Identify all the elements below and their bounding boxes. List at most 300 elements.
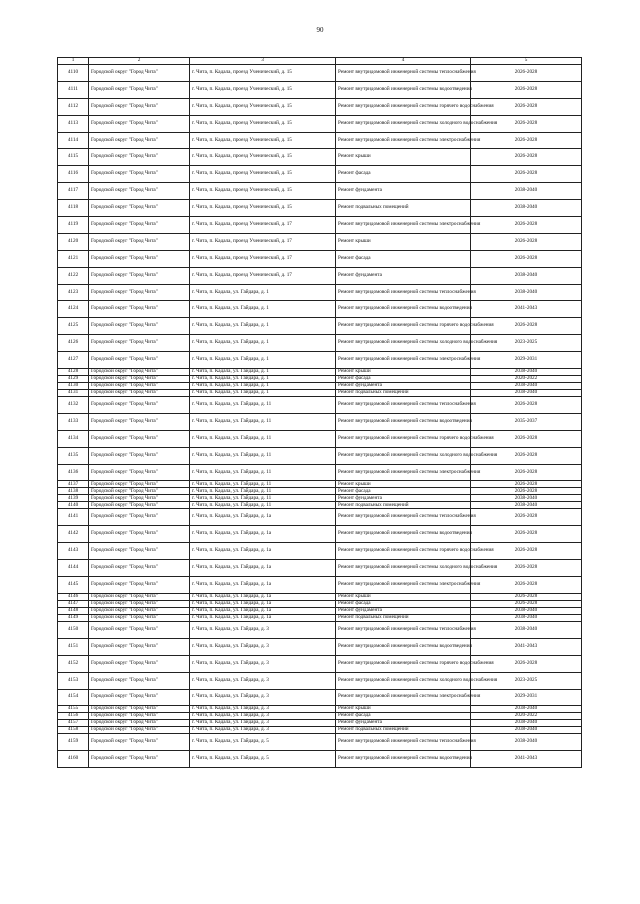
table-row — [58, 352, 582, 369]
municipality-cell: Городской округ "Город Чита" — [89, 727, 190, 734]
work-type-cell: Ремонт внутридомовой инженерной системы холодного водоснабжения — [336, 447, 471, 464]
period-cell: 2038-2040 — [471, 614, 582, 621]
period-cell: 2026-2028 — [471, 98, 582, 115]
row-number: 4154 — [58, 689, 89, 706]
period-cell: 2026-2028 — [471, 577, 582, 594]
municipality-cell: Городской округ "Город Чита" — [89, 369, 190, 376]
header-cell: 3 — [190, 58, 336, 65]
municipality-cell: Городской округ "Город Чита" — [89, 689, 190, 706]
municipality-cell: Городской округ "Город Чита" — [89, 149, 190, 166]
table-row — [58, 689, 582, 706]
address-cell: г. Чита, п. Кадала, ул. Гайдара, д. 1а — [190, 543, 336, 560]
row-number: 4118 — [58, 200, 89, 217]
municipality-cell: Городской округ "Город Чита" — [89, 464, 190, 481]
row-number: 4112 — [58, 98, 89, 115]
period-cell: 2026-2028 — [471, 600, 582, 607]
municipality-cell: Городской округ "Город Чита" — [89, 600, 190, 607]
address-cell: г. Чита, п. Кадала, ул. Гайдара, д. 1а — [190, 593, 336, 600]
table-row — [58, 413, 582, 430]
row-number: 4151 — [58, 638, 89, 655]
work-type-cell: Ремонт подвальных помещений — [336, 200, 471, 217]
municipality-cell: Городской округ "Город Чита" — [89, 751, 190, 768]
period-cell: 2038-2040 — [471, 502, 582, 509]
municipality-cell: Городской округ "Город Чита" — [89, 267, 190, 284]
table-row — [58, 543, 582, 560]
row-number: 4158 — [58, 727, 89, 734]
period-cell: 2038-2040 — [471, 734, 582, 751]
table-row — [58, 488, 582, 495]
table-row — [58, 621, 582, 638]
address-cell: г. Чита, п. Кадала, проезд Ученический, д. 15 — [190, 115, 336, 132]
period-cell: 2026-2028 — [471, 447, 582, 464]
work-type-cell: Ремонт внутридомовой инженерной системы электроснабжения — [336, 132, 471, 149]
work-type-cell: Ремонт фасада — [336, 488, 471, 495]
work-type-cell: Ремонт внутридомовой инженерной системы горячего водоснабжения — [336, 430, 471, 447]
period-cell: 2038-2040 — [471, 267, 582, 284]
period-cell: 2038-2040 — [471, 495, 582, 502]
address-cell: г. Чита, п. Кадала, ул. Гайдара, д. 11 — [190, 481, 336, 488]
table-row — [58, 751, 582, 768]
municipality-cell: Городской округ "Город Чита" — [89, 481, 190, 488]
period-cell: 2038-2040 — [471, 621, 582, 638]
row-number: 4122 — [58, 267, 89, 284]
address-cell: г. Чита, п. Кадала, проезд Ученический, д. 17 — [190, 217, 336, 234]
header-cell: 4 — [336, 58, 471, 65]
municipality-cell: Городской округ "Город Чита" — [89, 352, 190, 369]
work-type-cell: Ремонт внутридомовой инженерной системы электроснабжения — [336, 577, 471, 594]
row-number: 4139 — [58, 495, 89, 502]
period-cell: 2026-2028 — [471, 464, 582, 481]
work-type-cell: Ремонт внутридомовой инженерной системы электроснабжения — [336, 352, 471, 369]
address-cell: г. Чита, п. Кадала, ул. Гайдара, д. 1 — [190, 335, 336, 352]
address-cell: г. Чита, п. Кадала, ул. Гайдара, д. 1 — [190, 390, 336, 397]
municipality-cell: Городской округ "Город Чита" — [89, 488, 190, 495]
row-number: 4148 — [58, 607, 89, 614]
work-type-cell: Ремонт крыши — [336, 369, 471, 376]
table-row — [58, 250, 582, 267]
address-cell: г. Чита, п. Кадала, ул. Гайдара, д. 11 — [190, 488, 336, 495]
period-cell: 2038-2040 — [471, 607, 582, 614]
work-type-cell: Ремонт фасада — [336, 166, 471, 183]
period-cell: 2026-2028 — [471, 488, 582, 495]
work-type-cell: Ремонт внутридомовой инженерной системы горячего водоснабжения — [336, 543, 471, 560]
table-body — [58, 58, 582, 768]
municipality-cell: Городской округ "Город Чита" — [89, 335, 190, 352]
row-number: 4143 — [58, 543, 89, 560]
period-cell: 2026-2028 — [471, 132, 582, 149]
period-cell: 2026-2028 — [471, 65, 582, 82]
row-number: 4120 — [58, 233, 89, 250]
header-cell: 5 — [471, 58, 582, 65]
municipality-cell: Городской округ "Город Чита" — [89, 250, 190, 267]
work-type-cell: Ремонт фасада — [336, 376, 471, 383]
address-cell: г. Чита, п. Кадала, проезд Ученический, д. 15 — [190, 183, 336, 200]
municipality-cell: Городской округ "Город Чита" — [89, 447, 190, 464]
address-cell: г. Чита, п. Кадала, ул. Гайдара, д. 11 — [190, 430, 336, 447]
address-cell: г. Чита, п. Кадала, проезд Ученический, д. 15 — [190, 132, 336, 149]
period-cell: 2038-2040 — [471, 390, 582, 397]
municipality-cell: Городской округ "Город Чита" — [89, 376, 190, 383]
period-cell: 2041-2043 — [471, 638, 582, 655]
work-type-cell: Ремонт крыши — [336, 593, 471, 600]
period-cell: 2026-2028 — [471, 481, 582, 488]
address-cell: г. Чита, п. Кадала, ул. Гайдара, д. 11 — [190, 413, 336, 430]
row-number: 4117 — [58, 183, 89, 200]
period-cell: 2026-2028 — [471, 593, 582, 600]
row-number: 4111 — [58, 81, 89, 98]
period-cell: 2026-2028 — [471, 526, 582, 543]
address-cell: г. Чита, п. Кадала, ул. Гайдара, д. 5 — [190, 734, 336, 751]
row-number: 4110 — [58, 65, 89, 82]
period-cell: 2026-2028 — [471, 250, 582, 267]
period-cell: 2026-2028 — [471, 560, 582, 577]
table-row — [58, 233, 582, 250]
table-row — [58, 481, 582, 488]
work-type-cell: Ремонт внутридомовой инженерной системы водоотведения — [336, 81, 471, 98]
table-row — [58, 638, 582, 655]
work-type-cell: Ремонт внутридомовой инженерной системы холодного водоснабжения — [336, 560, 471, 577]
work-type-cell: Ремонт крыши — [336, 233, 471, 250]
table-row — [58, 166, 582, 183]
municipality-cell: Городской округ "Город Чита" — [89, 502, 190, 509]
municipality-cell: Городской округ "Город Чита" — [89, 593, 190, 600]
municipality-cell: Городской округ "Город Чита" — [89, 509, 190, 526]
work-type-cell: Ремонт внутридомовой инженерной системы электроснабжения — [336, 689, 471, 706]
table-row — [58, 577, 582, 594]
municipality-cell: Городской округ "Город Чита" — [89, 560, 190, 577]
period-cell: 2026-2028 — [471, 430, 582, 447]
row-number: 4116 — [58, 166, 89, 183]
period-cell: 2026-2028 — [471, 149, 582, 166]
address-cell: г. Чита, п. Кадала, проезд Ученический, д. 17 — [190, 250, 336, 267]
row-number: 4129 — [58, 376, 89, 383]
address-cell: г. Чита, п. Кадала, ул. Гайдара, д. 1а — [190, 560, 336, 577]
row-number: 4132 — [58, 397, 89, 414]
address-cell: г. Чита, п. Кадала, ул. Гайдара, д. 3 — [190, 713, 336, 720]
row-number: 4127 — [58, 352, 89, 369]
row-number: 4128 — [58, 369, 89, 376]
municipality-cell: Городской округ "Город Чита" — [89, 200, 190, 217]
work-type-cell: Ремонт фасада — [336, 250, 471, 267]
row-number: 4131 — [58, 390, 89, 397]
address-cell: г. Чита, п. Кадала, ул. Гайдара, д. 11 — [190, 502, 336, 509]
address-cell: г. Чита, п. Кадала, проезд Ученический, д. 15 — [190, 65, 336, 82]
municipality-cell: Городской округ "Город Чита" — [89, 430, 190, 447]
municipality-cell: Городской округ "Город Чита" — [89, 115, 190, 132]
row-number: 4155 — [58, 706, 89, 713]
address-cell: г. Чита, п. Кадала, ул. Гайдара, д. 11 — [190, 495, 336, 502]
table-row — [58, 390, 582, 397]
municipality-cell: Городской округ "Город Чита" — [89, 81, 190, 98]
work-type-cell: Ремонт внутридомовой инженерной системы теплоснабжения — [336, 509, 471, 526]
address-cell: г. Чита, п. Кадала, ул. Гайдара, д. 3 — [190, 638, 336, 655]
table-row — [58, 132, 582, 149]
address-cell: г. Чита, п. Кадала, ул. Гайдара, д. 1а — [190, 577, 336, 594]
municipality-cell: Городской округ "Город Чита" — [89, 621, 190, 638]
work-type-cell: Ремонт внутридомовой инженерной системы водоотведения — [336, 751, 471, 768]
address-cell: г. Чита, п. Кадала, ул. Гайдара, д. 1 — [190, 376, 336, 383]
municipality-cell: Городской округ "Город Чита" — [89, 383, 190, 390]
period-cell: 2020-2022 — [471, 376, 582, 383]
work-type-cell: Ремонт фундамента — [336, 607, 471, 614]
table-row — [58, 65, 582, 82]
period-cell: 2026-2028 — [471, 509, 582, 526]
table-row — [58, 318, 582, 335]
address-cell: г. Чита, п. Кадала, проезд Ученический, д. 17 — [190, 233, 336, 250]
municipality-cell: Городской округ "Город Чита" — [89, 607, 190, 614]
municipality-cell: Городской округ "Город Чита" — [89, 397, 190, 414]
row-number: 4114 — [58, 132, 89, 149]
municipality-cell: Городской округ "Город Чита" — [89, 183, 190, 200]
period-cell: 2026-2028 — [471, 166, 582, 183]
table-row — [58, 115, 582, 132]
period-cell: 2029-2031 — [471, 689, 582, 706]
row-number: 4137 — [58, 481, 89, 488]
period-cell: 2026-2028 — [471, 655, 582, 672]
municipality-cell: Городской округ "Город Чита" — [89, 166, 190, 183]
period-cell: 2041-2043 — [471, 751, 582, 768]
municipality-cell: Городской округ "Город Чита" — [89, 706, 190, 713]
row-number: 4160 — [58, 751, 89, 768]
address-cell: г. Чита, п. Кадала, ул. Гайдара, д. 1 — [190, 284, 336, 301]
address-cell: г. Чита, п. Кадала, проезд Ученический, д. 15 — [190, 200, 336, 217]
municipality-cell: Городской округ "Город Чита" — [89, 284, 190, 301]
table-row — [58, 464, 582, 481]
row-number: 4113 — [58, 115, 89, 132]
row-number: 4135 — [58, 447, 89, 464]
address-cell: г. Чита, п. Кадала, ул. Гайдара, д. 11 — [190, 397, 336, 414]
table-row — [58, 502, 582, 509]
work-type-cell: Ремонт фасада — [336, 713, 471, 720]
row-number: 4124 — [58, 301, 89, 318]
period-cell: 2026-2028 — [471, 543, 582, 560]
period-cell: 2023-2025 — [471, 672, 582, 689]
row-number: 4152 — [58, 655, 89, 672]
row-number: 4144 — [58, 560, 89, 577]
table-row — [58, 495, 582, 502]
period-cell: 2038-2040 — [471, 706, 582, 713]
table-row — [58, 98, 582, 115]
address-cell: г. Чита, п. Кадала, ул. Гайдара, д. 3 — [190, 727, 336, 734]
address-cell: г. Чита, п. Кадала, ул. Гайдара, д. 3 — [190, 621, 336, 638]
work-type-cell: Ремонт внутридомовой инженерной системы горячего водоснабжения — [336, 98, 471, 115]
table-row — [58, 301, 582, 318]
work-type-cell: Ремонт подвальных помещений — [336, 614, 471, 621]
period-cell: 2029-2031 — [471, 352, 582, 369]
municipality-cell: Городской округ "Город Чита" — [89, 734, 190, 751]
work-type-cell: Ремонт внутридомовой инженерной системы холодного водоснабжения — [336, 115, 471, 132]
address-cell: г. Чита, п. Кадала, ул. Гайдара, д. 1а — [190, 600, 336, 607]
municipality-cell: Городской округ "Город Чита" — [89, 390, 190, 397]
row-number: 4133 — [58, 413, 89, 430]
municipality-cell: Городской округ "Город Чита" — [89, 526, 190, 543]
table-row — [58, 430, 582, 447]
table-row — [58, 200, 582, 217]
municipality-cell: Городской округ "Город Чита" — [89, 132, 190, 149]
table-row — [58, 509, 582, 526]
municipality-cell: Городской округ "Город Чита" — [89, 98, 190, 115]
row-number: 4149 — [58, 614, 89, 621]
row-number: 4123 — [58, 284, 89, 301]
work-type-cell: Ремонт внутридомовой инженерной системы горячего водоснабжения — [336, 318, 471, 335]
municipality-cell: Городской округ "Город Чита" — [89, 577, 190, 594]
work-type-cell: Ремонт подвальных помещений — [336, 727, 471, 734]
work-type-cell: Ремонт крыши — [336, 481, 471, 488]
row-number: 4141 — [58, 509, 89, 526]
municipality-cell: Городской округ "Город Чита" — [89, 638, 190, 655]
municipality-cell: Городской округ "Город Чита" — [89, 614, 190, 621]
row-number: 4125 — [58, 318, 89, 335]
work-type-cell: Ремонт внутридомовой инженерной системы электроснабжения — [336, 464, 471, 481]
address-cell: г. Чита, п. Кадала, ул. Гайдара, д. 3 — [190, 706, 336, 713]
work-type-cell: Ремонт внутридомовой инженерной системы водоотведения — [336, 413, 471, 430]
period-cell: 2035-2037 — [471, 413, 582, 430]
work-type-cell: Ремонт фундамента — [336, 267, 471, 284]
address-cell: г. Чита, п. Кадала, ул. Гайдара, д. 1а — [190, 614, 336, 621]
work-type-cell: Ремонт крыши — [336, 706, 471, 713]
municipality-cell: Городской округ "Город Чита" — [89, 217, 190, 234]
row-number: 4126 — [58, 335, 89, 352]
row-number: 4134 — [58, 430, 89, 447]
address-cell: г. Чита, п. Кадала, ул. Гайдара, д. 3 — [190, 689, 336, 706]
row-number: 4115 — [58, 149, 89, 166]
table-row — [58, 727, 582, 734]
table-row — [58, 81, 582, 98]
address-cell: г. Чита, п. Кадала, проезд Ученический, д. 15 — [190, 81, 336, 98]
period-cell: 2038-2040 — [471, 720, 582, 727]
work-type-cell: Ремонт фасада — [336, 600, 471, 607]
work-type-cell: Ремонт фундамента — [336, 183, 471, 200]
address-cell: г. Чита, п. Кадала, ул. Гайдара, д. 5 — [190, 751, 336, 768]
work-type-cell: Ремонт фундамента — [336, 495, 471, 502]
work-type-cell: Ремонт внутридомовой инженерной системы холодного водоснабжения — [336, 672, 471, 689]
address-cell: г. Чита, п. Кадала, ул. Гайдара, д. 1 — [190, 318, 336, 335]
period-cell: 2026-2028 — [471, 217, 582, 234]
work-type-cell: Ремонт внутридомовой инженерной системы горячего водоснабжения — [336, 655, 471, 672]
address-cell: г. Чита, п. Кадала, проезд Ученический, д. 15 — [190, 166, 336, 183]
work-type-cell: Ремонт внутридомовой инженерной системы теплоснабжения — [336, 284, 471, 301]
period-cell: 2038-2040 — [471, 727, 582, 734]
address-cell: г. Чита, п. Кадала, ул. Гайдара, д. 1а — [190, 509, 336, 526]
row-number: 4142 — [58, 526, 89, 543]
work-type-cell: Ремонт внутридомовой инженерной системы водоотведения — [336, 301, 471, 318]
period-cell: 2038-2040 — [471, 284, 582, 301]
address-cell: г. Чита, п. Кадала, ул. Гайдара, д. 1 — [190, 352, 336, 369]
row-number: 4119 — [58, 217, 89, 234]
municipality-cell: Городской округ "Город Чита" — [89, 543, 190, 560]
work-type-cell: Ремонт внутридомовой инженерной системы электроснабжения — [336, 217, 471, 234]
work-type-cell: Ремонт внутридомовой инженерной системы водоотведения — [336, 638, 471, 655]
period-cell: 2023-2025 — [471, 335, 582, 352]
address-cell: г. Чита, п. Кадала, проезд Ученический, д. 15 — [190, 149, 336, 166]
address-cell: г. Чита, п. Кадала, ул. Гайдара, д. 1 — [190, 301, 336, 318]
table-row — [58, 284, 582, 301]
row-number: 4150 — [58, 621, 89, 638]
address-cell: г. Чита, п. Кадала, ул. Гайдара, д. 11 — [190, 464, 336, 481]
table-row — [58, 526, 582, 543]
period-cell: 2041-2043 — [471, 301, 582, 318]
repair-schedule-table — [57, 57, 582, 768]
row-number: 4145 — [58, 577, 89, 594]
table-row — [58, 447, 582, 464]
address-cell: г. Чита, п. Кадала, ул. Гайдара, д. 1 — [190, 369, 336, 376]
row-number: 4153 — [58, 672, 89, 689]
work-type-cell: Ремонт внутридомовой инженерной системы холодного водоснабжения — [336, 335, 471, 352]
table-row — [58, 183, 582, 200]
table-row — [58, 560, 582, 577]
municipality-cell: Городской округ "Город Чита" — [89, 233, 190, 250]
row-number: 4156 — [58, 713, 89, 720]
table-row — [58, 672, 582, 689]
address-cell: г. Чита, п. Кадала, ул. Гайдара, д. 3 — [190, 655, 336, 672]
table-row — [58, 734, 582, 751]
address-cell: г. Чита, п. Кадала, ул. Гайдара, д. 3 — [190, 672, 336, 689]
row-number: 4136 — [58, 464, 89, 481]
row-number: 4157 — [58, 720, 89, 727]
address-cell: г. Чита, п. Кадала, ул. Гайдара, д. 3 — [190, 720, 336, 727]
address-cell: г. Чита, п. Кадала, проезд Ученический, д. 15 — [190, 98, 336, 115]
work-type-cell: Ремонт фундамента — [336, 383, 471, 390]
work-type-cell: Ремонт внутридомовой инженерной системы теплоснабжения — [336, 65, 471, 82]
row-number: 4159 — [58, 734, 89, 751]
period-cell: 2026-2028 — [471, 81, 582, 98]
work-type-cell: Ремонт подвальных помещений — [336, 502, 471, 509]
table-row — [58, 397, 582, 414]
row-number: 4130 — [58, 383, 89, 390]
period-cell: 2038-2040 — [471, 383, 582, 390]
work-type-cell: Ремонт внутридомовой инженерной системы теплоснабжения — [336, 397, 471, 414]
municipality-cell: Городской округ "Город Чита" — [89, 318, 190, 335]
period-cell: 2038-2040 — [471, 369, 582, 376]
header-cell: 2 — [89, 58, 190, 65]
work-type-cell: Ремонт внутридомовой инженерной системы теплоснабжения — [336, 734, 471, 751]
municipality-cell: Городской округ "Город Чита" — [89, 655, 190, 672]
table-row — [58, 149, 582, 166]
header-cell: 1 — [58, 58, 89, 65]
address-cell: г. Чита, п. Кадала, ул. Гайдара, д. 1а — [190, 607, 336, 614]
period-cell: 2038-2040 — [471, 183, 582, 200]
header-row — [58, 58, 582, 65]
table-row — [58, 267, 582, 284]
work-type-cell: Ремонт внутридомовой инженерной системы теплоснабжения — [336, 621, 471, 638]
page-number: 90 — [316, 26, 324, 34]
work-type-cell: Ремонт фундамента — [336, 720, 471, 727]
address-cell: г. Чита, п. Кадала, ул. Гайдара, д. 1 — [190, 383, 336, 390]
municipality-cell: Городской округ "Город Чита" — [89, 65, 190, 82]
table-row — [58, 217, 582, 234]
address-cell: г. Чита, п. Кадала, проезд Ученический, д. 17 — [190, 267, 336, 284]
period-cell: 2026-2028 — [471, 318, 582, 335]
address-cell: г. Чита, п. Кадала, ул. Гайдара, д. 1а — [190, 526, 336, 543]
period-cell: 2026-2028 — [471, 115, 582, 132]
table-row — [58, 655, 582, 672]
row-number: 4140 — [58, 502, 89, 509]
row-number: 4138 — [58, 488, 89, 495]
municipality-cell: Городской округ "Город Чита" — [89, 413, 190, 430]
row-number: 4146 — [58, 593, 89, 600]
municipality-cell: Городской округ "Город Чита" — [89, 301, 190, 318]
work-type-cell: Ремонт подвальных помещений — [336, 390, 471, 397]
municipality-cell: Городской округ "Город Чита" — [89, 495, 190, 502]
period-cell: 2026-2028 — [471, 397, 582, 414]
work-type-cell: Ремонт крыши — [336, 149, 471, 166]
municipality-cell: Городской округ "Город Чита" — [89, 720, 190, 727]
address-cell: г. Чита, п. Кадала, ул. Гайдара, д. 11 — [190, 447, 336, 464]
table-row — [58, 335, 582, 352]
period-cell: 2038-2040 — [471, 200, 582, 217]
municipality-cell: Городской округ "Город Чита" — [89, 672, 190, 689]
work-type-cell: Ремонт внутридомовой инженерной системы водоотведения — [336, 526, 471, 543]
